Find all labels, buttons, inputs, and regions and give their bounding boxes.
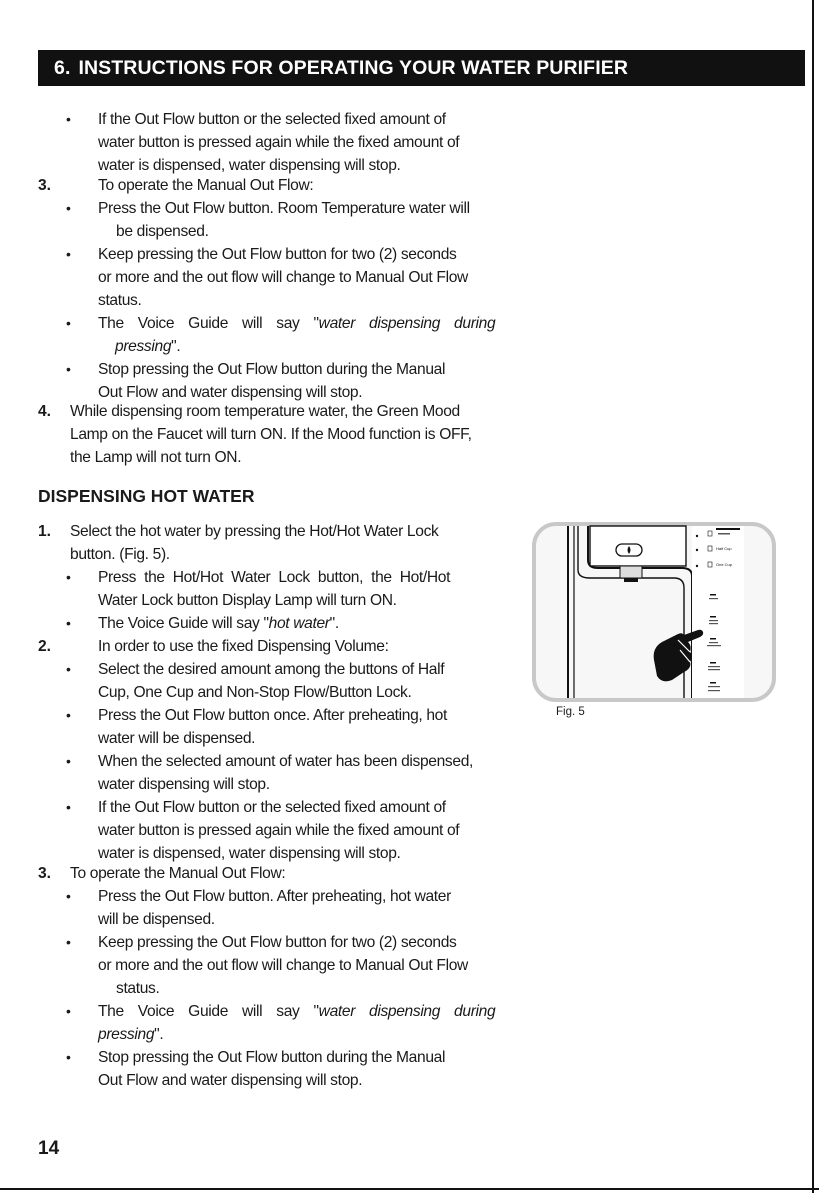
panel-label: Half Cup bbox=[716, 546, 732, 551]
bullet: • bbox=[66, 200, 71, 216]
step-number: 1. bbox=[38, 523, 52, 540]
bullet: • bbox=[66, 1003, 71, 1019]
panel-label: One Cup bbox=[716, 562, 733, 567]
figure-caption: Fig. 5 bbox=[556, 706, 585, 718]
paragraph: Select the hot water by pressing the Hot/Hot Water Lock button. (Fig. 5). bbox=[70, 523, 439, 564]
paragraph: Press the Out Flow button once. After preheating, hot water will be dispensed. bbox=[98, 707, 447, 748]
bullet: • bbox=[66, 111, 71, 127]
paragraph: While dispensing room temperature water, the Green Mood Lamp on the Faucet will turn ON. If the Mood function is OFF, the Lamp will not turn ON. bbox=[70, 403, 472, 467]
bullet: • bbox=[66, 246, 71, 262]
step-number: 3. bbox=[38, 865, 52, 882]
section-number: 6. bbox=[54, 57, 71, 79]
paragraph: pressing". bbox=[98, 1026, 164, 1043]
bullet: • bbox=[66, 799, 71, 815]
bullet: • bbox=[66, 569, 71, 585]
bullet: • bbox=[66, 753, 71, 769]
paragraph: Keep pressing the Out Flow button for two (2) seconds or more and the out flow will change to Manual Out Flow status. bbox=[98, 934, 468, 998]
nozzle-tip bbox=[624, 578, 638, 582]
paragraph: Stop pressing the Out Flow button during the Manual Out Flow and water dispensing will stop. bbox=[98, 1049, 446, 1090]
nozzle bbox=[620, 566, 642, 578]
paragraph: The Voice Guide will say "water dispensing during bbox=[98, 1003, 496, 1020]
paragraph: Stop pressing the Out Flow button during the Manual Out Flow and water dispensing will stop. bbox=[98, 361, 446, 402]
paragraph: When the selected amount of water has been dispensed, water dispensing will stop. bbox=[98, 753, 474, 794]
subsection-title: DISPENSING HOT WATER bbox=[38, 486, 255, 506]
paragraph: The Voice Guide will say "hot water". bbox=[98, 615, 339, 632]
step-number: 3. bbox=[38, 177, 52, 194]
bullet: • bbox=[66, 615, 71, 631]
bullet: • bbox=[66, 661, 71, 677]
step-number: 4. bbox=[38, 403, 52, 420]
page-border-bottom bbox=[0, 1188, 819, 1190]
bullet: • bbox=[66, 888, 71, 904]
paragraph: Press the Out Flow button. Room Temperature water will be dispensed. bbox=[98, 200, 470, 241]
section-title: INSTRUCTIONS FOR OPERATING YOUR WATER PURIFIER bbox=[78, 57, 629, 79]
bullet: • bbox=[66, 1049, 71, 1065]
paragraph: Keep pressing the Out Flow button for two (2) seconds or more and the out flow will change to Manual Out Flow status. bbox=[98, 246, 468, 310]
paragraph: Press the Out Flow button. After preheating, hot water will be dispensed. bbox=[98, 888, 451, 929]
step-number: 2. bbox=[38, 638, 52, 655]
section-header bbox=[38, 50, 805, 86]
bullet: • bbox=[66, 361, 71, 377]
step-text: To operate the Manual Out Flow: bbox=[70, 865, 286, 882]
page-border-right bbox=[812, 0, 814, 1193]
dispenser-illustration bbox=[532, 522, 776, 702]
paragraph: If the Out Flow button or the selected fixed amount of water button is pressed again while the fixed amount of water is dispensed, water dispensing will stop. bbox=[98, 111, 460, 175]
paragraph: If the Out Flow button or the selected fixed amount of water button is pressed again while the fixed amount of water is dispensed, water dispensing will stop. bbox=[98, 799, 460, 863]
paragraph: Select the desired amount among the buttons of Half Cup, One Cup and Non-Stop Flow/Button Lock. bbox=[98, 661, 445, 702]
bullet: • bbox=[66, 934, 71, 950]
bullet: • bbox=[66, 315, 71, 331]
step-text: In order to use the fixed Dispensing Volume: bbox=[98, 638, 389, 655]
paragraph: The Voice Guide will say "water dispensing during bbox=[98, 315, 496, 332]
paragraph: Press the Hot/Hot Water Lock button, the Hot/Hot Water Lock button Display Lamp will turn ON. bbox=[98, 569, 451, 610]
control-panel bbox=[692, 526, 744, 698]
paragraph: pressing". bbox=[115, 338, 181, 355]
step-text: To operate the Manual Out Flow: bbox=[98, 177, 314, 194]
bullet: • bbox=[66, 707, 71, 723]
page-number: 14 bbox=[38, 1138, 60, 1159]
